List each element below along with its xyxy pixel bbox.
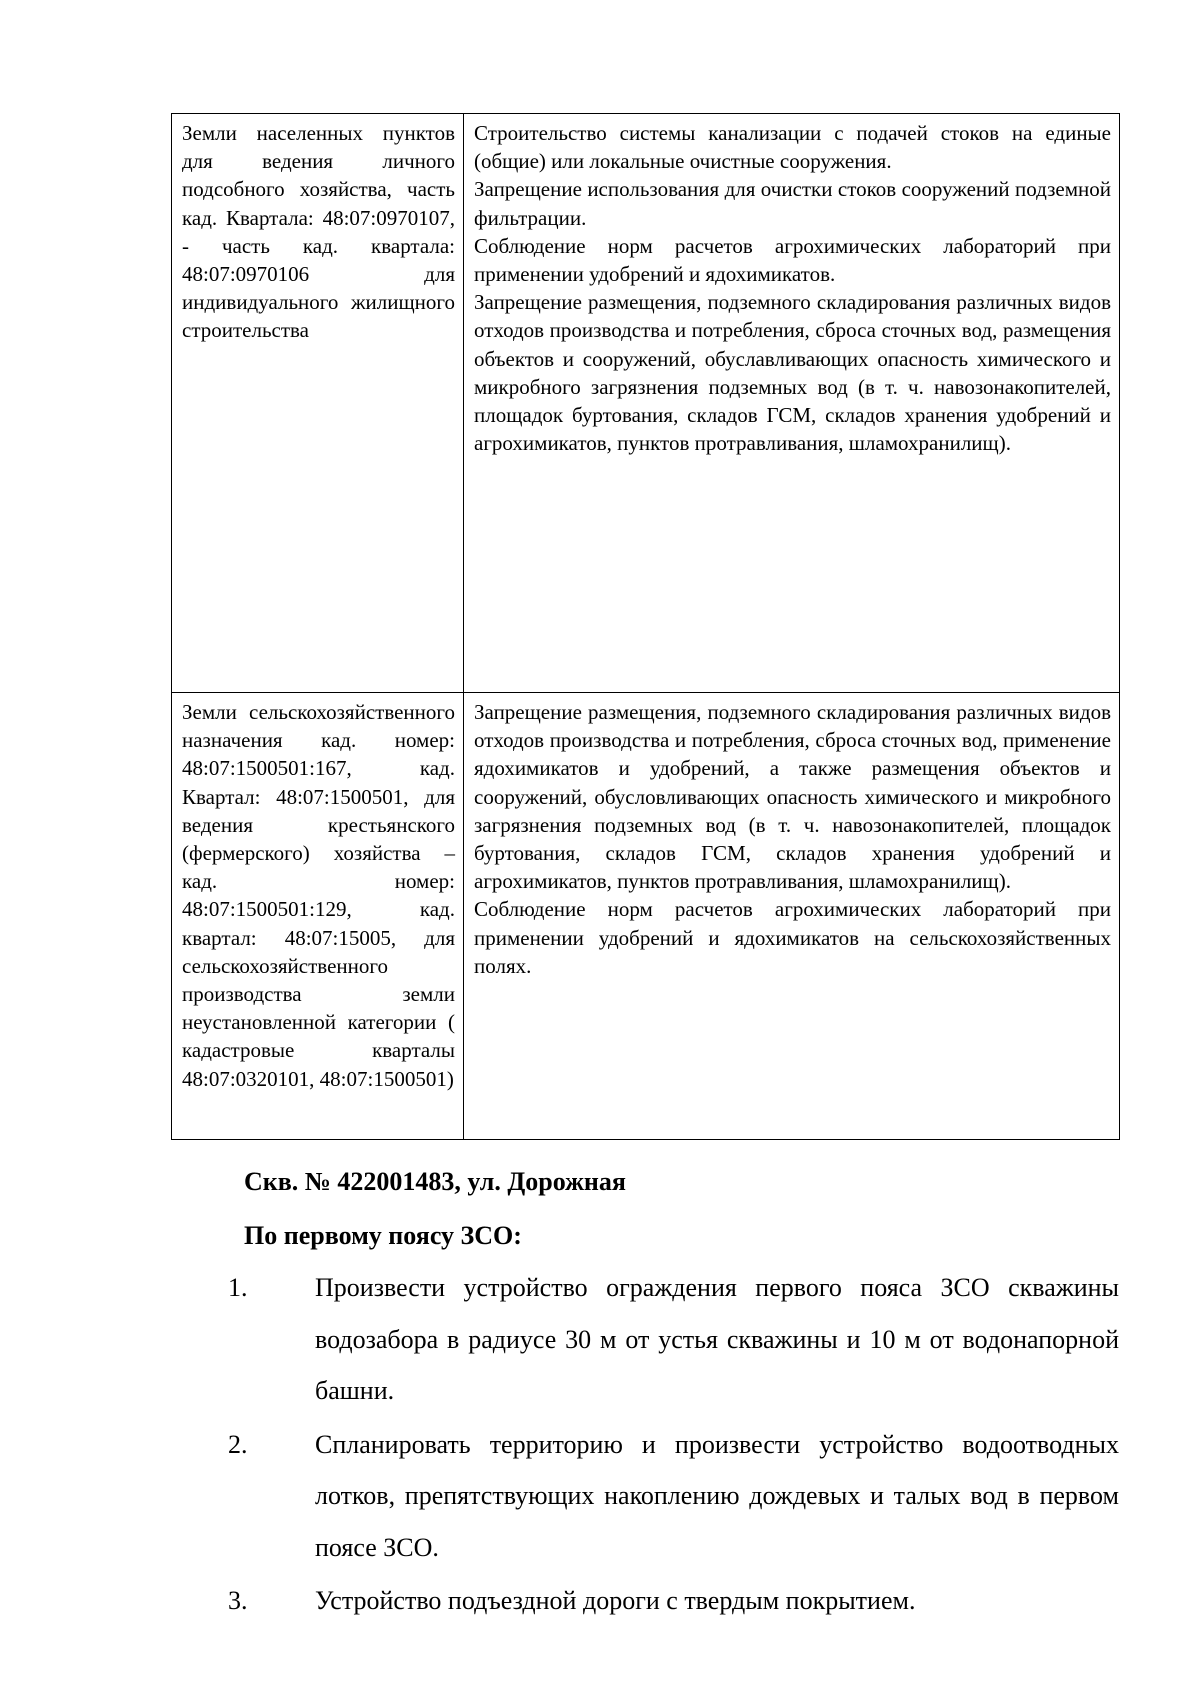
land-category-cell: Земли населенных пунктов для ведения личного подсобного хозяйства, часть кад. Квартала: 48:07:0970107, - часть кад. квартала: 48:07:0970106 для индивидуального жилищного строительства [172,114,464,693]
list-item-text: Спланировать территорию и произвести устройство водоотводных лотков, препятствующих накоплению дождевых и талых вод в первом поясе ЗСО. [315,1429,1119,1562]
land-category-cell: Земли сельскохозяйственного назначения кад. номер: 48:07:1500501:167, кад. Квартал: 48:07:1500501, для ведения крестьянского (фермерского) хозяйства – кад. номер: 48:07:1500501:129, кад. квартал: 48:07:15005, для сельскохозяйственного производства земли неустановленной категории ( кадастровые кварталы 48:07:0320101, 48:07:1500501) [172,693,464,1140]
restrictions-table [171,113,1120,1140]
measures-cell [464,114,1120,693]
belt-heading: По первому поясу ЗСО: [244,1221,522,1250]
measures-cell [464,693,1120,1140]
measures-list [0,1262,1200,1627]
table-row [172,693,1120,1140]
measure-paragraph: Соблюдение норм расчетов агрохимических лабораторий при применении удобрений и ядохимикатов на сельскохозяйственных полях. [474,897,1111,978]
measure-paragraph: Запрещение использования для очистки стоков сооружений подземной фильтрации. [474,177,1111,230]
list-item-number: 1. [228,1273,248,1302]
list-item-number: 2. [228,1429,248,1459]
measure-paragraph: Запрещение размещения, подземного складирования различных видов отходов производства и потребления, сброса сточных вод, размещения объектов и сооружений, обуславливающих опасность химического и микробного загрязнения подземных вод (в т. ч. навозонакопителей, площадок буртования, складов ГСМ, складов хранения удобрений и агрохимикатов, пунктов протравливания, шламохранилищ). [474,290,1111,456]
list-item-number: 3. [228,1586,248,1615]
table-row [172,114,1120,693]
measure-paragraph: Строительство системы канализации с подачей стоков на единые (общие) или локальные очистные сооружения. [474,121,1111,174]
list-item [0,1419,1200,1574]
measure-paragraph: Соблюдение норм расчетов агрохимических лабораторий при применении удобрений и ядохимикатов. [474,233,1111,287]
measure-paragraph: Запрещение размещения, подземного складирования различных видов отходов производства и потребления, сброса сточных вод, применение ядохимикатов и удобрений, а также размещения объектов и сооружений, обусловливающих опасность химического и микробного загрязнения подземных вод (в т. ч. навозонакопителей, площадок буртования, складов ГСМ, складов хранения удобрений и агрохимикатов, пунктов протравливания, шламохранилищ). [474,700,1111,894]
well-heading: Скв. № 422001483, ул. Дорожная [244,1167,626,1196]
list-item [0,1575,1200,1627]
list-item-text: Устройство подъездной дороги с твердым покрытием. [315,1586,916,1615]
list-item-text: Произвести устройство ограждения первого пояса ЗСО скважины водозабора в радиусе 30 м от устья скважины и 10 м от водонапорной башни. [315,1273,1119,1405]
list-item [0,1262,1200,1417]
